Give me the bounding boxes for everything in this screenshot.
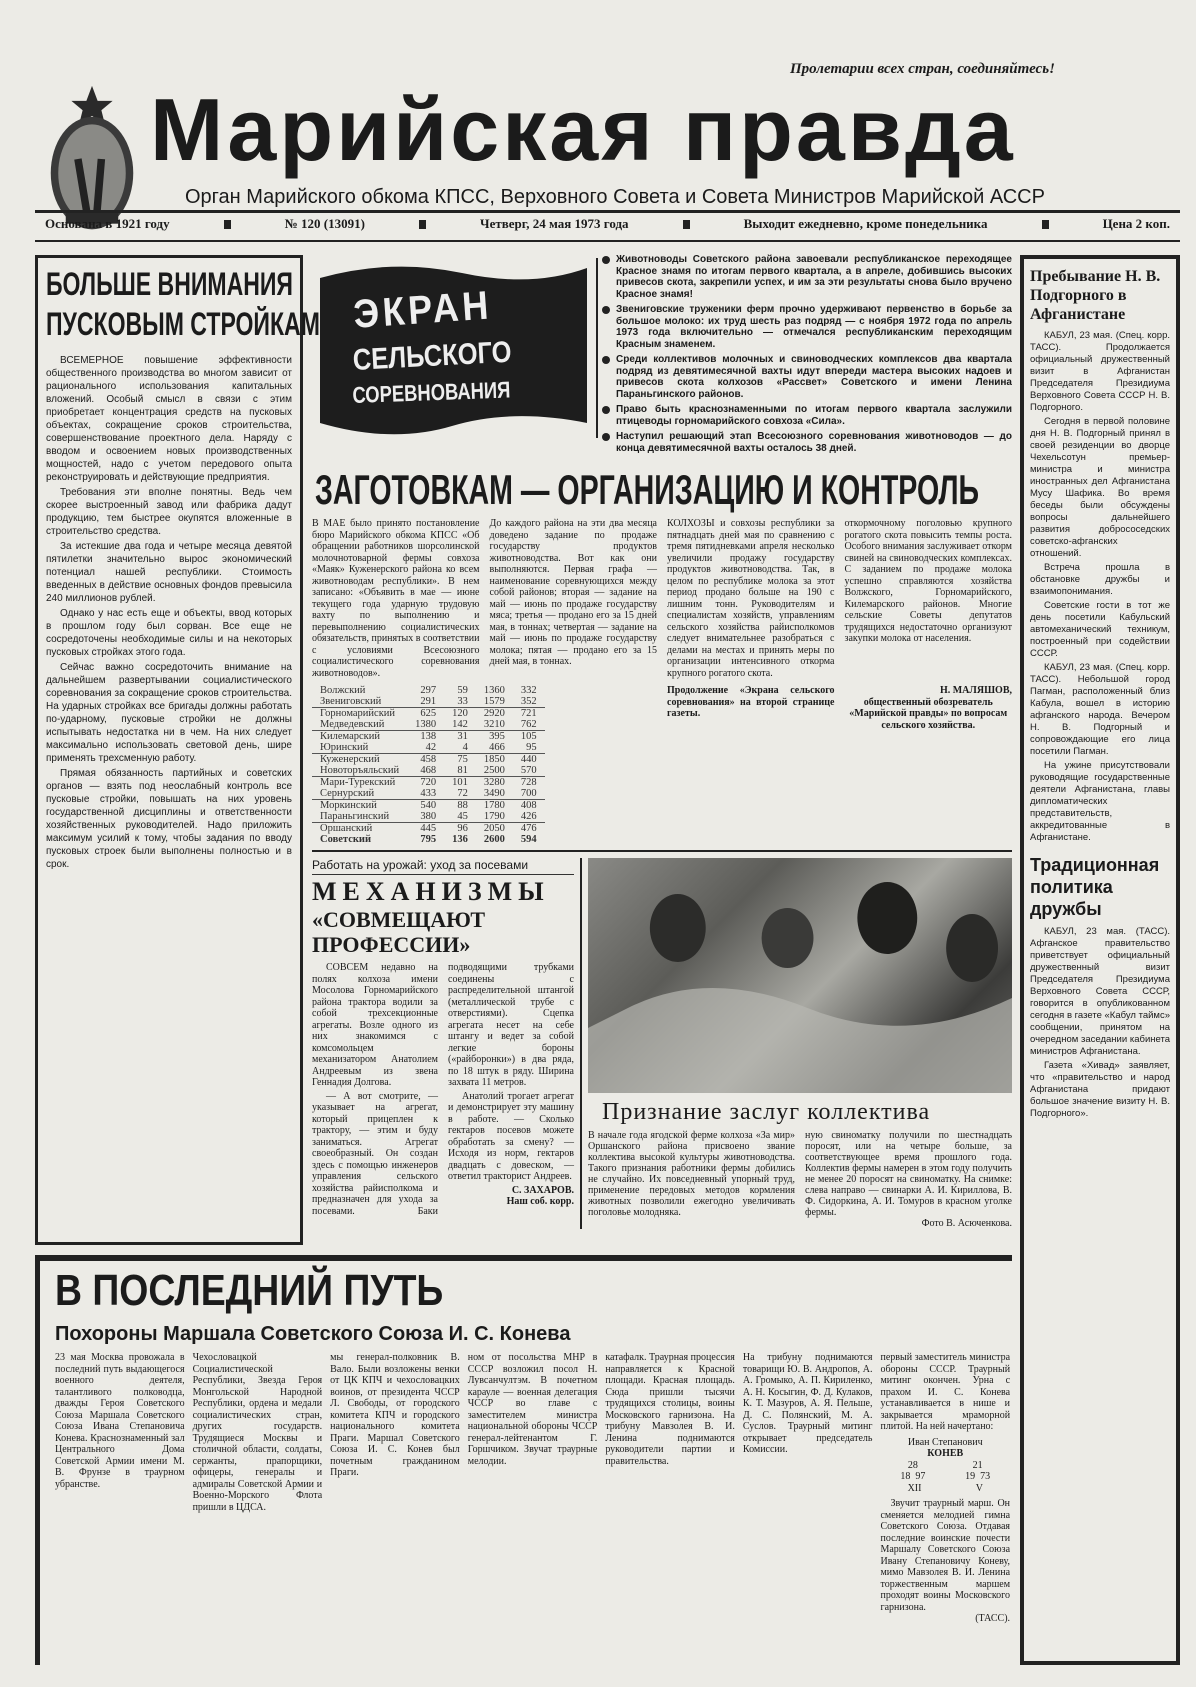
district-value: 1360 (483, 685, 505, 696)
district-table (312, 685, 657, 845)
editorial-paragraph: Прямая обязанность партийных и советских органов — взять под неослабный контроль все пусковые стройки, повышать на них уровень государственной дисциплины и ответственности хозяйственных руководителей. Надо приложить максимум усилий к тому, чтобы задания по вводу пусковых строек были выполнены полностью и в срок. (46, 768, 292, 870)
district-name: Куженерский (312, 754, 407, 766)
plaque-death-day: 21 (972, 1459, 983, 1471)
editorial-article (35, 255, 320, 1245)
district-value: 468 (420, 765, 437, 776)
separator-square-icon (1042, 220, 1049, 229)
screen-of-competition-banner (312, 258, 592, 438)
mech-article (312, 858, 574, 1229)
district-value: 721 (513, 708, 545, 720)
recognition-column-2 (805, 1130, 1012, 1229)
afghan-paragraph: Сегодня в первой половине дня Н. В. Подгорный принял в своей резиденции во дворце Чехельсотун премьер-министра и министра иностранных дел Афганистана Мусу Шафика. Во время беседы были обсуждены вопросы дальнейшего развития добрососедских советско-афганских отношений. (1030, 416, 1170, 559)
district-row (312, 754, 545, 766)
district-name: Параньгинский (320, 811, 390, 822)
funeral-column: катафалк. Траурная процессия направляется к Красной площади. Красная площадь. Сюда пришли тысячи трудящихся столицы, воины Московского гарнизона. На трибуну Мавзолея В. И. Ленина поднимаются руководители партии и правительства. (605, 1352, 735, 1467)
banner-line-3: СОРЕВНОВАНИЯ (352, 376, 511, 408)
funeral-top-rule (35, 1255, 1012, 1261)
district-value: 142 (452, 719, 468, 730)
afghan-paragraph: КАБУЛ, 23 мая. (Спец. корр. ТАСС). Небольшой город Пагман, расположенный близ Кабула, вошел в историю афганского народа. Вечером Н. В. Подгорный и сопровождающие его лица посетили Пагман. (1030, 662, 1170, 757)
plaque-surname: КОНЕВ (927, 1448, 964, 1459)
plaque-death-year: 73 (980, 1471, 991, 1482)
mech-signature (448, 1185, 574, 1208)
editorial-headline-1: БОЛЬШЕ ВНИМАНИЯ (46, 266, 293, 302)
district-value: 380 (420, 811, 437, 822)
district-row (312, 685, 545, 696)
district-name: Звениговский (320, 696, 382, 707)
mech-column: Анатолий трогает агрегат и демонстрирует эту машину в работе. — Сколько гектаров посевов можете обработать за смену? — Исходя из норм, гектаров двадцать с довеском, — ответил тракторист Андреев. (448, 1090, 574, 1182)
memorial-plaque (880, 1437, 1010, 1495)
district-value: 88 (444, 800, 476, 812)
separator-square-icon (683, 220, 690, 229)
plaque-birth-day: 28 (907, 1459, 918, 1471)
friendship-paragraph: КАБУЛ, 23 мая. (ТАСС). Афганское правительство приветствует официальный дружественный визит Председателя Президиума Верховного Совета СССР, говорится в опубликованном сегодня в газете «Кабул таймс» сообщении, принятом на очередном заседании кабинета министров Афганистана. (1030, 926, 1170, 1057)
funeral-agency: (ТАСС). (975, 1613, 1011, 1624)
district-value: 59 (457, 685, 468, 696)
newspaper-subtitle: Орган Марийского обкома КПСС, Верховного Совета и Совета Министров Марийской АССР (185, 186, 1045, 208)
district-value: 433 (420, 788, 437, 799)
editorial-headline-2: ПУСКОВЫМ СТРОЙКАМ (46, 306, 320, 342)
funeral-column: первый заместитель министра обороны СССР. Траурный митинг окончен. Урна с прахом И. С. Конева устанавливается в нише и закрывается мраморной плитой. На ней начертано: (880, 1352, 1011, 1432)
mech-author: С. ЗАХАРОВ. (511, 1184, 574, 1196)
masthead-rule (35, 210, 1180, 213)
district-value: 3280 (476, 777, 513, 789)
district-row (312, 823, 545, 835)
district-value: 625 (407, 708, 444, 720)
district-value: 1380 (415, 719, 437, 730)
mech-headline-1: МЕХАНИЗМЫ (312, 877, 550, 906)
district-name: Волжский (320, 685, 366, 696)
lead-column: откормочному поголовью крупного рогатого скота повысить темпы роста. Особого внимания заслуживает откорм свиней на свиноводческих комплексах. С заданием по продаже молока успешно справляются хозяйства Волжского, Горномарийского, Килемарского районов. Многие сельские Советы депутатов трудящихся недостаточно организуют закупки молока от населения. (844, 518, 1012, 644)
district-value: 95 (526, 742, 537, 753)
funeral-left-rule (35, 1255, 40, 1665)
plaque-name: Иван Степанович (907, 1436, 983, 1448)
mech-column: — А вот смотрите, — указывает на агрегат, который прицеплен к трактору, — этим и буду заниматься. Агрегат своеобразный. Он создан здесь с помощью инженеров управления сельского хозяйства райисполкома и предназначен для ухода за посевами. Баки подводящими трубками соединены с распределительной штангой (металлической трубе с отверстиями). Сцепка агрегата несет на себе штангу и ведет за собой легкие бороны («райборонки») в два ряда, по 18 штук в ряду. Ширина захвата 11 метров. (312, 962, 574, 1217)
rubric-label: Работать на урожай: уход за посевами (312, 858, 574, 875)
district-value: 466 (489, 742, 505, 753)
editorial-paragraph: За истекшие два года и четыре месяца девятой пятилетки значительно вырос экономический потенциал нашей республики. Стоимость введенных в действие основных фондов превысила 240 миллионов рублей. (46, 541, 292, 604)
district-row (312, 811, 545, 823)
district-row (312, 719, 545, 731)
district-value: 728 (513, 777, 545, 789)
district-value: 75 (444, 754, 476, 766)
frequency-text: Выходит ежедневно, кроме понедельника (743, 216, 988, 231)
afghanistan-visit-column (1020, 255, 1180, 1665)
funeral-column: Чехословацкой Социалистической Республики, Звезда Героя Монгольской Народной Республики, ордена и медали социалистических стран, других государств. Трудящиеся Москвы и столичной области, солдаты, сержанты, прапорщики, офицеры, генералы и адмиралы Советской Армии и Военно-Морского Флота пришли в ЦДСА. (192, 1352, 323, 1513)
plaque-death-century: 19 (965, 1471, 976, 1482)
separator-square-icon (224, 220, 231, 229)
lead-continued-note: Продолжение «Экрана сельского соревнования» на второй странице газеты. (667, 685, 835, 719)
district-value: 72 (457, 788, 468, 799)
district-value: 2920 (476, 708, 513, 720)
district-name: Моркинский (312, 800, 407, 812)
afghan-paragraph: Встреча прошла в обстановке дружбы и взаимопонимания. (1030, 562, 1170, 597)
district-value: 594 (520, 834, 537, 845)
middle-section (312, 518, 1012, 1229)
editorial-paragraph: Однако у нас есть еще и объекты, ввод которых в прошлом году был сорван. Все еще не сосредоточены необходимые силы и на некоторых пусковых стройках этого года. (46, 608, 292, 658)
district-name: Юринский (320, 742, 369, 753)
mech-body (312, 962, 574, 1217)
competition-bulletins (602, 254, 1012, 458)
farm-workers-photo (588, 858, 1012, 1093)
district-name: Медведевский (320, 719, 385, 730)
district-value: 570 (520, 765, 537, 776)
district-value: 33 (457, 696, 468, 707)
district-name: Сернурский (320, 788, 375, 799)
district-value: 426 (520, 811, 537, 822)
district-value: 105 (513, 731, 545, 743)
photo-figures (588, 858, 1012, 1093)
recognition-column: В начале года ягодской ферме колхоза «За мир» Оршанского района присвоено звание коллектива высокой культуры животноводства. Такого признания работники фермы добились не случайно. Их повседневный упорный труд, применение передовых методов кормления животных позволили ежегодно увеличивать поголовье молодняка. (588, 1130, 795, 1218)
district-value: 31 (444, 731, 476, 743)
afghan-headline: Пребывание Н. В. Подгорного в Афганистане (1030, 268, 1161, 323)
masthead-slogan: Пролетарии всех стран, соединяйтесь! (790, 61, 1055, 77)
district-row (312, 708, 545, 720)
district-name: Горномарийский (312, 708, 407, 720)
district-value: 720 (407, 777, 444, 789)
district-value: 1790 (483, 811, 505, 822)
photo-credit: Фото В. Асюченкова. (921, 1218, 1012, 1229)
lead-author-role: общественный обозреватель «Марийской правды» по вопросам сельского хозяйства. (849, 696, 1008, 731)
column-divider (596, 258, 598, 438)
district-name: Советский (320, 834, 371, 845)
district-value: 408 (513, 800, 545, 812)
district-value: 458 (407, 754, 444, 766)
afghan-paragraph: Советские гости в тот же день посетили Кабульский автомеханический техникум, построенный при содействии СССР. (1030, 600, 1170, 659)
lead-signature (845, 685, 1013, 845)
plaque-birth-month: XII (907, 1482, 922, 1494)
bulletin-item: Среди коллективов молочных и свиноводческих комплексов два квартала подряд из девятимесячной вахты идут впереди мастера высоких надоев и привесов скота колхозов «Рассвет» Советского и имени Ленина Параньгинского районов. (602, 354, 1012, 400)
lead-column: КОЛХОЗЫ и совхозы республики за пятнадцать дней мая по сравнению с тремя пятидневками апреля несколько увеличили продажу государству продуктов животноводства. Так, в целом по республике молока за этот период продано больше на 190 с лишним тонн. Руководителям и специалистам хозяйств, управлениям сельского хозяйства райисполкомов следует внимательнее разобраться с делами на местах и принять меры по организации интенсивного откорма крупного рогатого скота. (667, 518, 835, 679)
lead-footer (667, 685, 1012, 845)
banner-line-2: СЕЛЬСКОГО (352, 335, 513, 377)
afghan-paragraph: На ужине присутствовали руководящие государственные деятели Афганистана, главы дипломатических представительств, аккредитованные в Афганистане. (1030, 760, 1170, 843)
district-value: 332 (520, 685, 537, 696)
newspaper-title: Марийская правда (150, 80, 1016, 179)
district-value: 4 (462, 742, 468, 753)
funeral-headline: В ПОСЛЕДНИЙ ПУТЬ (55, 1266, 444, 1315)
bulletin-item: Право быть краснознаменными по итогам первого квартала заслужили птицеводы горномарийского совхоза «Сила». (602, 404, 1012, 427)
masthead-rule-bottom (35, 240, 1180, 242)
funeral-column: На трибуну поднимаются товарищи Ю. В. Андропов, А. А. Громыко, А. П. Кириленко, А. Н. Косыгин, Ф. Д. Кулаков, К. Т. Мазуров, А. Я. Пельше, Д. С. Полянский, М. А. Суслов. Траурный митинг открывает председатель Комиссии. (742, 1352, 873, 1455)
plaque-death-month: V (975, 1482, 983, 1494)
district-value: 2050 (476, 823, 513, 835)
district-value: 45 (457, 811, 468, 822)
bulletin-item: Наступил решающий этап Всесоюзного соревнования животноводов — до конца девятимесячной вахты осталось 38 дней. (602, 431, 1012, 454)
mech-author-role: Наш соб. корр. (506, 1196, 574, 1207)
district-value: 395 (476, 731, 513, 743)
district-value: 3490 (483, 788, 505, 799)
bulletin-item: Звениговские труженики ферм прочно удерживают первенство в борьбе за большое молоко: их труд шесть раз подряд — с ноября 1972 года по апрель 1973 года включительно — отмечался республиканским переходящим Красным знаменем. (602, 304, 1012, 350)
district-value: 1579 (483, 696, 505, 707)
funeral-column: мы генерал-полковник В. Вало. Были возложены венки от ЦК КПЧ и чехословацких воинов, от президента ЧССР Л. Свободы, от городского комитета КПЧ и городского национального комитета Праги. Маршал Советского Союза И. С. Конев был почетным гражданином Праги. (330, 1352, 460, 1478)
district-value: 762 (520, 719, 537, 730)
funeral-article (55, 1352, 1010, 1625)
lead-author: Н. МАЛЯШОВ, (939, 685, 1012, 696)
plaque-birth-century: 18 (900, 1471, 911, 1482)
district-name: Оршанский (312, 823, 407, 835)
district-value: 42 (425, 742, 437, 753)
mech-headline-2: «СОВМЕЩАЮТ ПРОФЕССИИ» (312, 907, 486, 957)
district-value: 3210 (483, 719, 505, 730)
bulletin-item: Животноводы Советского района завоевали республиканское переходящее Красное знамя по итогам первого квартала, а в апреле, добившись высоких привесов скота, закрепили успех, и им за эти результаты снова было вручено Красное знамя! (602, 254, 1012, 300)
district-value: 297 (420, 685, 437, 696)
recognition-article (588, 1130, 1012, 1229)
district-value: 700 (520, 788, 537, 799)
district-value: 101 (444, 777, 476, 789)
district-row (312, 696, 545, 708)
district-value: 440 (513, 754, 545, 766)
district-value: 291 (420, 696, 437, 707)
separator-square-icon (419, 220, 426, 229)
district-value: 445 (407, 823, 444, 835)
district-value: 2500 (483, 765, 505, 776)
funeral-subheadline: Похороны Маршала Советского Союза И. С. Конева (55, 1323, 571, 1345)
district-value: 1780 (476, 800, 513, 812)
column-divider (580, 858, 582, 1229)
district-row (312, 788, 545, 800)
editorial-paragraph: Требования эти вполне понятны. Ведь чем скорее выстроенный завод или фабрика дадут продукцию, тем быстрее окупятся вложенные в строительство средства. (46, 487, 292, 537)
afghan-paragraph: КАБУЛ, 23 мая. (Спец. корр. ТАСС). Продолжается официальный дружественный визит в Афганистан Председателя Президиума Верховного Совета СССР Н. В. Подгорного. (1030, 330, 1170, 413)
section-rule (312, 850, 1012, 852)
lead-column: До каждого района на эти два месяца доведено задание по продаже государству продуктов животноводства. Вот как они выполняются. Первая графа — наименование соревнующихся между собой районов; вторая — задание на май — июнь по продаже государству мяса; третья — продано его за 15 дней мая, в тоннах; четвертая — задание на май — июнь по продаже государству молока; пятая — продано его за 15 дней мая, в тоннах. (489, 518, 657, 667)
district-value: 795 (420, 834, 437, 845)
district-name: Килемарский (312, 731, 407, 743)
recognition-column: ную свиноматку получили по шестнадцать поросят, или на четыре больше, за соответствующее время прошлого года. Коллектив фермы намерен в этом году получить не менее 20 поросят на свиноматку. На снимке: слева направо — свинарки А. И. Кириллова, В. Ф. Сидоркина, А. И. Томуров в красном уголке фермы. (805, 1130, 1012, 1218)
funeral-column: 23 мая Москва провожала в последний путь выдающегося военного деятеля, талантливого полководца, дважды Героя Советского Союза Маршала Советского Союза Ивана Степановича Конева. Краснознаменный зал Центрального Дома Советской Армии имени М. В. Фрунзе в траурном убранстве. (55, 1352, 185, 1490)
district-row (312, 731, 545, 743)
founded-text: Основана в 1921 году (45, 216, 170, 231)
district-row (312, 742, 545, 754)
issue-info-bar (45, 216, 1170, 232)
friendship-headline: Традиционная политика дружбы (1030, 855, 1160, 919)
district-value: 120 (444, 708, 476, 720)
recognition-headline: Признание заслуг коллектива (602, 1099, 931, 1125)
funeral-closing: Звучит траурный марш. Он сменяется мелодией гимна Советского Союза. Отдавая последние воинские почести Маршалу Советского Союза Ивану Степановичу Коневу, мимо Мавзолея В. И. Ленина торжественным маршем проходят воины Московского гарнизона. (880, 1498, 1011, 1613)
price-text: Цена 2 коп. (1102, 216, 1170, 231)
district-row (312, 777, 545, 789)
issue-date: Четверг, 24 мая 1973 года (480, 216, 629, 231)
district-value: 352 (520, 696, 537, 707)
district-value: 138 (407, 731, 444, 743)
funeral-column-last (880, 1352, 1010, 1625)
funeral-column: ном от посольства МНР в СССР возложил посол Н. Лувсанчултэм. В почетном карауле — военная делегация ЧССР во главе с заместителем министра национальной обороны ЧССР генерал-лейтенантом Г. Горшчиком. Звучат траурные мелодии. (467, 1352, 598, 1467)
district-value: 136 (452, 834, 468, 845)
district-value: 476 (513, 823, 545, 835)
district-row (312, 765, 545, 777)
mech-column: СОВСЕМ недавно на полях колхоза имени Мосолова Горномарийского района трактора водили за собой трехсекционные агрегаты. Возле одного из них знакомимся с комсомольцем механизатором Анатолием Андреевым из звена Геннадия Долгова. (312, 962, 438, 1088)
district-name: Новоторъяльский (320, 765, 400, 776)
editorial-paragraph: Сейчас важно сосредоточить внимание на дальнейшем развертывании социалистического соревнования за сокращение сроков строительства. На ударных стройках все бригады должны работать по-ударному, пусковые стройки не должны испытывать недостатка ни в чем. На них следует максимально использовать световой день, шире применять трехсменную работу. (46, 662, 292, 764)
district-value: 81 (457, 765, 468, 776)
district-value: 1850 (476, 754, 513, 766)
district-value: 540 (407, 800, 444, 812)
district-value: 96 (444, 823, 476, 835)
lead-column: В МАЕ было принято постановление бюро Марийского обкома КПСС «Об обращении работников шорсолинской молочнотоварной фермы совхоза «Маяк» Куженерского района ко всем животноводам республики». В нем записано: «Объявить в мае — июне текущего года ударную трудовую вахту по выполнению и перевыполнению социалистических обязательств, принятых в соответствии с условиями Всесоюзного социалистического соревнования животноводов». (312, 518, 480, 679)
lead-headline: ЗАГОТОВКАМ — ОРГАНИЗАЦИЮ И КОНТРОЛЬ (315, 466, 980, 513)
district-name: Мари-Турекский (312, 777, 407, 789)
plaque-birth-year: 97 (915, 1471, 926, 1482)
issue-number: № 120 (13091) (284, 216, 365, 231)
district-row (312, 800, 545, 812)
district-row (312, 834, 545, 845)
lead-article (312, 518, 1012, 679)
editorial-paragraph: ВСЕМЕРНОЕ повышение эффективности общественного производства во многом зависит от рационального использования капитальных вложений. Особый смысл в связи с этим приобретает концентрация средств на пусковых объектах, сокращение сроков строительства, совершенствование проектного дела. Наряду с вводом и освоением новых производственных мощностей, надо с учетом передового опыта реконструировать и действующие предприятия. (46, 355, 292, 483)
district-value: 2600 (483, 834, 505, 845)
friendship-paragraph: Газета «Хивад» заявляет, что «правительство и народ Афганистана придают большое значение визиту Н. В. Подгорного». (1030, 1060, 1170, 1119)
banner-line-1: ЭКРАН (352, 283, 494, 337)
